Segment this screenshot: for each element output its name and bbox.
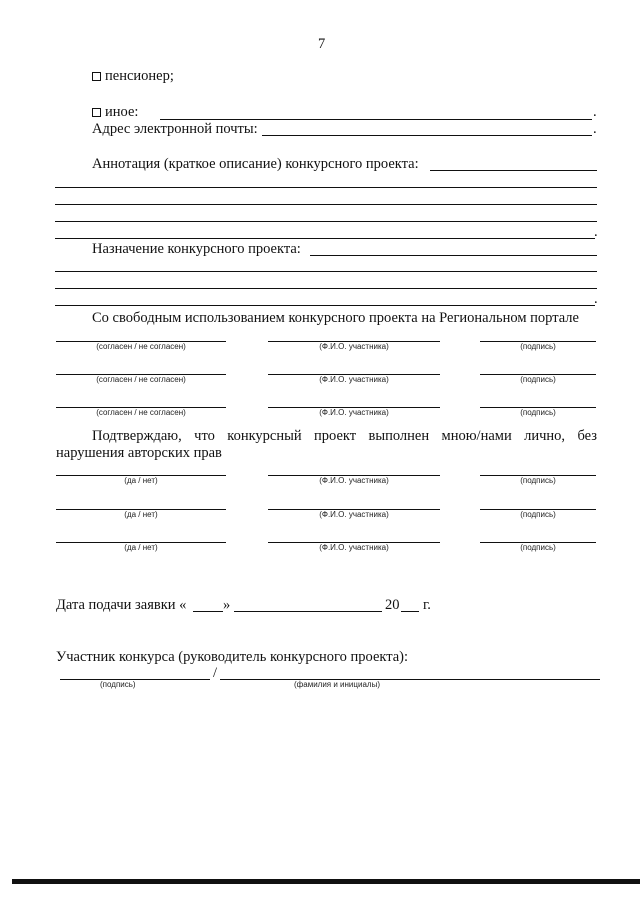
annotation-line[interactable] [55, 204, 597, 205]
checkbox[interactable] [92, 72, 101, 81]
email-fill-line[interactable] [262, 135, 592, 136]
date-year-prefix: 20 [385, 597, 400, 613]
yes-no-caption: (да / нет) [124, 543, 158, 552]
date-day-field[interactable] [193, 611, 223, 612]
option-pensioner [92, 68, 174, 85]
purpose-label: Назначение конкурсного проекта: [92, 241, 301, 257]
option-other [92, 104, 138, 121]
purpose-line[interactable] [55, 288, 597, 289]
consent-caption: (согласен / не согласен) [96, 375, 186, 384]
name-caption: (Ф.И.О. участника) [319, 342, 389, 351]
confirm-text-line1: Подтверждаю, что конкурсный проект выполнен мною/нами лично, без [92, 428, 597, 444]
date-suffix: г. [423, 597, 431, 613]
name-caption: (фамилия и инициалы) [294, 680, 380, 689]
purpose-line[interactable] [55, 271, 597, 272]
email-label: Адрес электронной почты: [92, 121, 258, 137]
signature-caption: (подпись) [520, 543, 556, 552]
checkbox[interactable] [92, 108, 101, 117]
name-caption: (Ф.И.О. участника) [319, 476, 389, 485]
annotation-line[interactable] [55, 238, 595, 239]
option-other-label: иное: [105, 104, 139, 120]
signature-caption: (подпись) [100, 680, 136, 689]
purpose-fill-line[interactable] [310, 255, 597, 256]
participant-label: Участник конкурса (руководитель конкурсного проекта): [56, 649, 409, 665]
annotation-fill-line[interactable] [430, 170, 597, 171]
slash: / [213, 665, 218, 681]
signature-caption: (подпись) [520, 476, 556, 485]
name-caption: (Ф.И.О. участника) [319, 408, 389, 417]
bottom-border [12, 879, 640, 884]
period: . [594, 224, 598, 240]
name-caption: (Ф.И.О. участника) [319, 510, 389, 519]
signature-caption: (подпись) [520, 342, 556, 351]
date-month-field[interactable] [234, 611, 382, 612]
page-number: 7 [318, 36, 326, 52]
signature-caption: (подпись) [520, 375, 556, 384]
option-pensioner-label: пенсионер; [105, 68, 174, 84]
date-year-field[interactable] [401, 611, 419, 612]
confirm-text-line2: нарушения авторских прав [56, 445, 222, 461]
period: . [593, 104, 597, 120]
other-fill-line[interactable] [160, 119, 592, 120]
annotation-label: Аннотация (краткое описание) конкурсного проекта: [92, 156, 419, 172]
name-caption: (Ф.И.О. участника) [319, 375, 389, 384]
date-quote-close: » [223, 597, 231, 613]
purpose-line[interactable] [55, 305, 595, 306]
consent-caption: (согласен / не согласен) [96, 408, 186, 417]
free-use-text: Со свободным использованием конкурсного проекта на Региональном портале [92, 310, 579, 326]
name-caption: (Ф.И.О. участника) [319, 543, 389, 552]
consent-caption: (согласен / не согласен) [96, 342, 186, 351]
signature-caption: (подпись) [520, 408, 556, 417]
period: . [594, 291, 598, 307]
date-label: Дата подачи заявки « [56, 597, 187, 613]
annotation-line[interactable] [55, 221, 597, 222]
yes-no-caption: (да / нет) [124, 510, 158, 519]
annotation-line[interactable] [55, 187, 597, 188]
signature-caption: (подпись) [520, 510, 556, 519]
yes-no-caption: (да / нет) [124, 476, 158, 485]
period: . [593, 121, 597, 137]
